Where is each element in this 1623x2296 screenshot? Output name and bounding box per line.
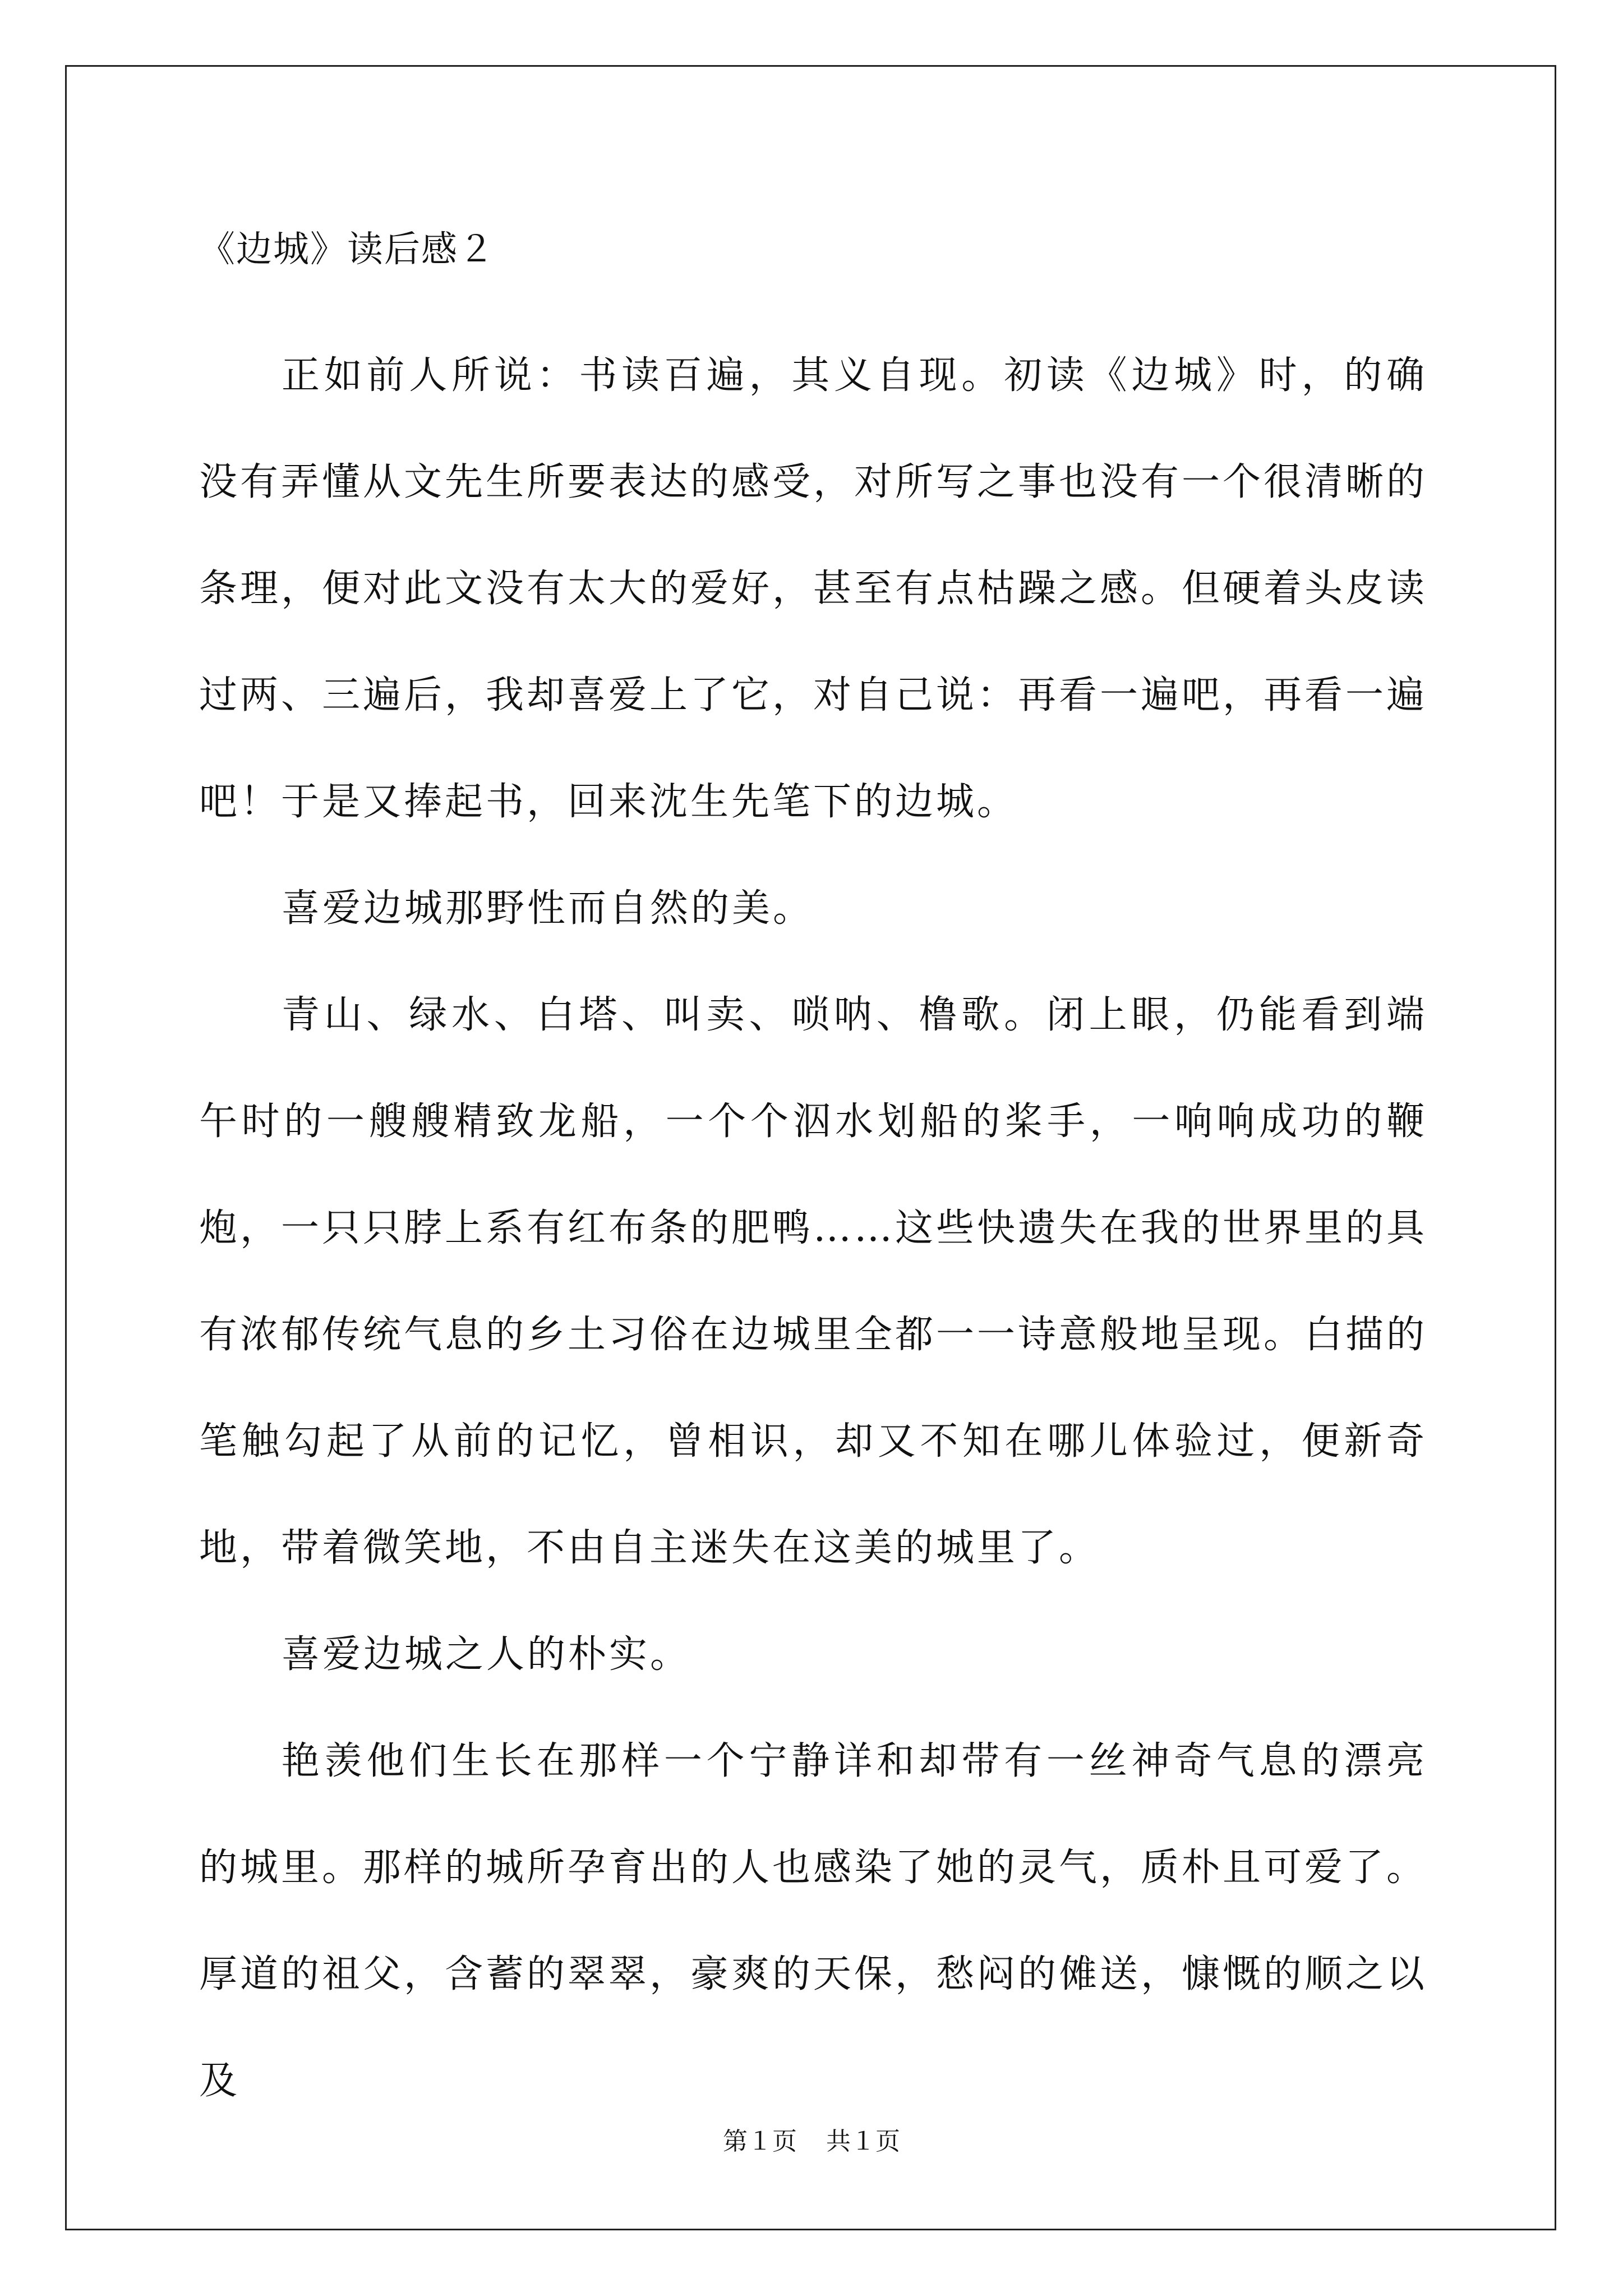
- paragraph: 喜爱边城之人的朴实。: [282, 1632, 691, 1677]
- page-footer: [0, 2126, 1623, 2157]
- paragraph: 正如前人所说：书读百遍，其义自现。初读《边城》时，的确没有弄懂从文先生所要表达的感受，对所写之事也没有一个很清晰的条理，便对此文没有太大的爱好，甚至有点枯躁之感。但硬着头皮读过两、三遍后，我却喜爱上了它，对自己说：再看一遍吧，再看一遍吧！于是又捧起书，回来沈生先笔下的边城。: [199, 353, 1428, 824]
- document-title: 《边城》读后感２: [199, 229, 495, 270]
- paragraph: 青山、绿水、白塔、叫卖、唢呐、橹歌。闭上眼，仍能看到端午时的一艘艘精致龙船，一个个泅水划船的桨手，一响响成功的鞭炮，一只只脖上系有红布条的肥鸭……这些快遗失在我的世界里的具有浓郁传统气息的乡土习俗在边城里全都一一诗意般地呈现。白描的笔触勾起了从前的记忆，曾相识，却又不知在哪儿体验过，便新奇地，带着微笑地，不由自主迷失在这美的城里了。: [199, 993, 1428, 1570]
- document-body: [199, 323, 1427, 2134]
- paragraph: 喜爱边城那野性而自然的美。: [282, 886, 814, 931]
- page-number-current: 第１页: [723, 2127, 797, 2156]
- page-number-total: 共１页: [826, 2127, 900, 2156]
- paragraph: 艳羡他们生长在那样一个宁静详和却带有一丝神奇气息的漂亮的城里。那样的城所孕育出的人也感染了她的灵气，质朴且可爱了。厚道的祖父，含蓄的翠翠，豪爽的天保，愁闷的傩送，慷慨的顺之以及: [199, 1739, 1428, 2103]
